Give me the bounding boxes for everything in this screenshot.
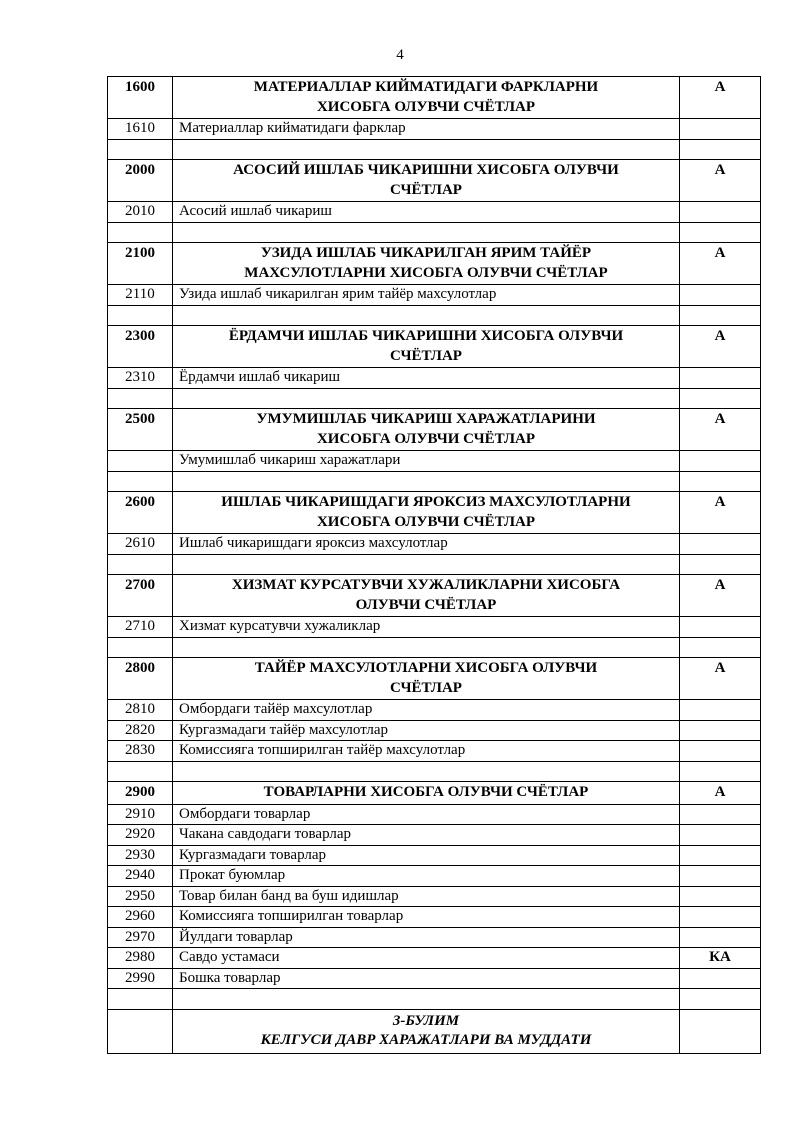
account-type: А — [680, 782, 761, 805]
account-type — [680, 285, 761, 306]
account-type — [680, 886, 761, 907]
account-type — [680, 451, 761, 472]
title-line: ХИЗМАТ КУРСАТУВЧИ ХУЖАЛИКЛАРНИ ХИСОБГА — [231, 577, 621, 593]
table-body — [108, 77, 761, 1054]
account-code: 2310 — [108, 368, 173, 389]
account-name: Комиссияга топширилган товарлар — [173, 907, 680, 928]
account-code: 1610 — [108, 119, 173, 140]
account-type: А — [680, 575, 761, 617]
title-line: ТОВАРЛАРНИ ХИСОБГА ОЛУВЧИ СЧЁТЛАР — [263, 784, 589, 800]
empty-row — [108, 761, 761, 782]
account-code — [108, 451, 173, 472]
account-name: Материаллар кийматидаги фарклар — [173, 119, 680, 140]
title-line: СЧЁТЛАР — [390, 679, 462, 696]
account-type — [680, 222, 761, 243]
account-code — [108, 554, 173, 575]
account-type — [680, 968, 761, 989]
account-group-row — [108, 77, 761, 119]
account-type — [680, 119, 761, 140]
account-row — [108, 866, 761, 887]
section-heading-row — [108, 1009, 761, 1053]
account-type — [680, 368, 761, 389]
account-group-row — [108, 160, 761, 202]
title-line: ИШЛАБ ЧИКАРИШДАГИ ЯРОКСИЗ МАХСУЛОТЛАРНИ — [221, 494, 631, 510]
account-name: Узида ишлаб чикарилган ярим тайёр махсулотлар — [173, 285, 680, 306]
account-group-title — [173, 409, 680, 451]
title-line: АСОСИЙ ИШЛАБ ЧИКАРИШНИ ХИСОБГА ОЛУВЧИ — [233, 162, 619, 178]
account-name: Кургазмадаги тайёр махсулотлар — [173, 720, 680, 741]
page-number: 4 — [396, 47, 404, 63]
account-code: 2990 — [108, 968, 173, 989]
account-code: 2700 — [108, 575, 173, 617]
account-type: А — [680, 243, 761, 285]
account-row — [108, 285, 761, 306]
account-group-title — [173, 658, 680, 700]
title-line: КЕЛГУСИ ДАВР ХАРАЖАТЛАРИ ВА МУДДАТИ — [260, 1032, 592, 1048]
account-type — [680, 388, 761, 409]
title-line: УЗИДА ИШЛАБ ЧИКАРИЛГАН ЯРИМ ТАЙЁР — [260, 245, 592, 261]
account-row — [108, 720, 761, 741]
account-type — [680, 720, 761, 741]
account-code — [108, 305, 173, 326]
account-code: 2970 — [108, 927, 173, 948]
account-group-row — [108, 782, 761, 805]
title-line: ОЛУВЧИ СЧЁТЛАР — [355, 596, 497, 613]
account-group-title — [173, 782, 680, 805]
account-name: Асосий ишлаб чикариш — [173, 202, 680, 223]
empty-cell — [173, 761, 680, 782]
account-type — [680, 1009, 761, 1053]
empty-row — [108, 139, 761, 160]
account-code: 2820 — [108, 720, 173, 741]
account-code: 2710 — [108, 617, 173, 638]
account-name: Ёрдамчи ишлаб чикариш — [173, 368, 680, 389]
account-type: А — [680, 492, 761, 534]
account-row — [108, 368, 761, 389]
account-type: А — [680, 326, 761, 368]
account-code — [108, 471, 173, 492]
account-row — [108, 451, 761, 472]
empty-cell — [173, 554, 680, 575]
account-type: А — [680, 409, 761, 451]
account-group-title — [173, 243, 680, 285]
account-row — [108, 700, 761, 721]
account-code: 2600 — [108, 492, 173, 534]
account-type: КА — [680, 948, 761, 969]
account-type — [680, 637, 761, 658]
section-title — [173, 1009, 680, 1053]
account-code — [108, 989, 173, 1010]
account-row — [108, 617, 761, 638]
title-line: ЁРДАМЧИ ИШЛАБ ЧИКАРИШНИ ХИСОБГА ОЛУВЧИ — [228, 328, 624, 344]
account-name: Комиссияга топширилган тайёр махсулотлар — [173, 741, 680, 762]
empty-row — [108, 388, 761, 409]
account-type — [680, 534, 761, 555]
empty-row — [108, 305, 761, 326]
chart-of-accounts-table — [107, 76, 761, 1054]
account-code — [108, 637, 173, 658]
title-line: ХИСОБГА ОЛУВЧИ СЧЁТЛАР — [316, 98, 536, 115]
account-type — [680, 804, 761, 825]
account-name: Омбордаги тайёр махсулотлар — [173, 700, 680, 721]
account-name: Хизмат курсатувчи хужаликлар — [173, 617, 680, 638]
account-code: 2980 — [108, 948, 173, 969]
account-group-title — [173, 160, 680, 202]
account-code: 2110 — [108, 285, 173, 306]
title-line: ХИСОБГА ОЛУВЧИ СЧЁТЛАР — [316, 430, 536, 447]
account-row — [108, 948, 761, 969]
account-type — [680, 761, 761, 782]
account-group-row — [108, 658, 761, 700]
account-name: Бошка товарлар — [173, 968, 680, 989]
account-code: 2930 — [108, 845, 173, 866]
account-type — [680, 617, 761, 638]
account-code: 2960 — [108, 907, 173, 928]
account-code: 2100 — [108, 243, 173, 285]
account-group-row — [108, 326, 761, 368]
account-code — [108, 1009, 173, 1053]
account-group-row — [108, 492, 761, 534]
account-name: Ишлаб чикаришдаги яроксиз махсулотлар — [173, 534, 680, 555]
account-code — [108, 761, 173, 782]
account-type — [680, 866, 761, 887]
account-row — [108, 886, 761, 907]
account-code: 2300 — [108, 326, 173, 368]
account-type: А — [680, 77, 761, 119]
account-row — [108, 907, 761, 928]
account-row — [108, 119, 761, 140]
account-code: 2950 — [108, 886, 173, 907]
title-line: СЧЁТЛАР — [390, 181, 462, 198]
empty-row — [108, 471, 761, 492]
title-line: ТАЙЁР МАХСУЛОТЛАРНИ ХИСОБГА ОЛУВЧИ — [254, 660, 598, 676]
account-row — [108, 804, 761, 825]
empty-cell — [173, 222, 680, 243]
account-code: 2810 — [108, 700, 173, 721]
account-type — [680, 845, 761, 866]
account-code — [108, 388, 173, 409]
account-code: 2910 — [108, 804, 173, 825]
account-code: 2920 — [108, 825, 173, 846]
account-row — [108, 741, 761, 762]
empty-row — [108, 222, 761, 243]
title-line: СЧЁТЛАР — [390, 347, 462, 364]
account-group-row — [108, 243, 761, 285]
empty-cell — [173, 139, 680, 160]
account-group-row — [108, 409, 761, 451]
account-name: Кургазмадаги товарлар — [173, 845, 680, 866]
account-code: 2900 — [108, 782, 173, 805]
account-code: 2500 — [108, 409, 173, 451]
account-name: Савдо устамаси — [173, 948, 680, 969]
title-line: ХИСОБГА ОЛУВЧИ СЧЁТЛАР — [316, 513, 536, 530]
account-type — [680, 202, 761, 223]
account-name: Умумишлаб чикариш харажатлари — [173, 451, 680, 472]
empty-cell — [173, 388, 680, 409]
account-row — [108, 927, 761, 948]
account-group-row — [108, 575, 761, 617]
account-name: Прокат буюмлар — [173, 866, 680, 887]
account-type — [680, 741, 761, 762]
empty-cell — [173, 305, 680, 326]
account-type — [680, 700, 761, 721]
empty-cell — [173, 471, 680, 492]
empty-cell — [173, 637, 680, 658]
empty-row — [108, 637, 761, 658]
title-line: УМУМИШЛАБ ЧИКАРИШ ХАРАЖАТЛАРИНИ — [256, 411, 596, 427]
account-type — [680, 825, 761, 846]
account-row — [108, 825, 761, 846]
account-group-title — [173, 492, 680, 534]
account-code: 2010 — [108, 202, 173, 223]
empty-row — [108, 989, 761, 1010]
account-name: Йулдаги товарлар — [173, 927, 680, 948]
account-type — [680, 305, 761, 326]
account-row — [108, 845, 761, 866]
empty-row — [108, 554, 761, 575]
account-code: 2610 — [108, 534, 173, 555]
account-group-title — [173, 326, 680, 368]
account-row — [108, 202, 761, 223]
account-type: А — [680, 658, 761, 700]
title-line: МАХСУЛОТЛАРНИ ХИСОБГА ОЛУВЧИ СЧЁТЛАР — [244, 264, 608, 281]
account-code: 2830 — [108, 741, 173, 762]
account-group-title — [173, 77, 680, 119]
account-code: 2000 — [108, 160, 173, 202]
account-code — [108, 222, 173, 243]
account-row — [108, 534, 761, 555]
account-type: А — [680, 160, 761, 202]
account-name: Товар билан банд ва буш идишлар — [173, 886, 680, 907]
account-group-title — [173, 575, 680, 617]
account-row — [108, 968, 761, 989]
account-code: 2800 — [108, 658, 173, 700]
account-code: 1600 — [108, 77, 173, 119]
account-type — [680, 927, 761, 948]
account-type — [680, 554, 761, 575]
empty-cell — [173, 989, 680, 1010]
account-type — [680, 989, 761, 1010]
title-line: МАТЕРИАЛЛАР КИЙМАТИДАГИ ФАРКЛАРНИ — [253, 79, 599, 95]
account-code — [108, 139, 173, 160]
account-name: Чакана савдодаги товарлар — [173, 825, 680, 846]
account-type — [680, 139, 761, 160]
title-line: 3-БУЛИМ — [392, 1012, 460, 1029]
account-type — [680, 471, 761, 492]
account-code: 2940 — [108, 866, 173, 887]
account-type — [680, 907, 761, 928]
account-name: Омбордаги товарлар — [173, 804, 680, 825]
